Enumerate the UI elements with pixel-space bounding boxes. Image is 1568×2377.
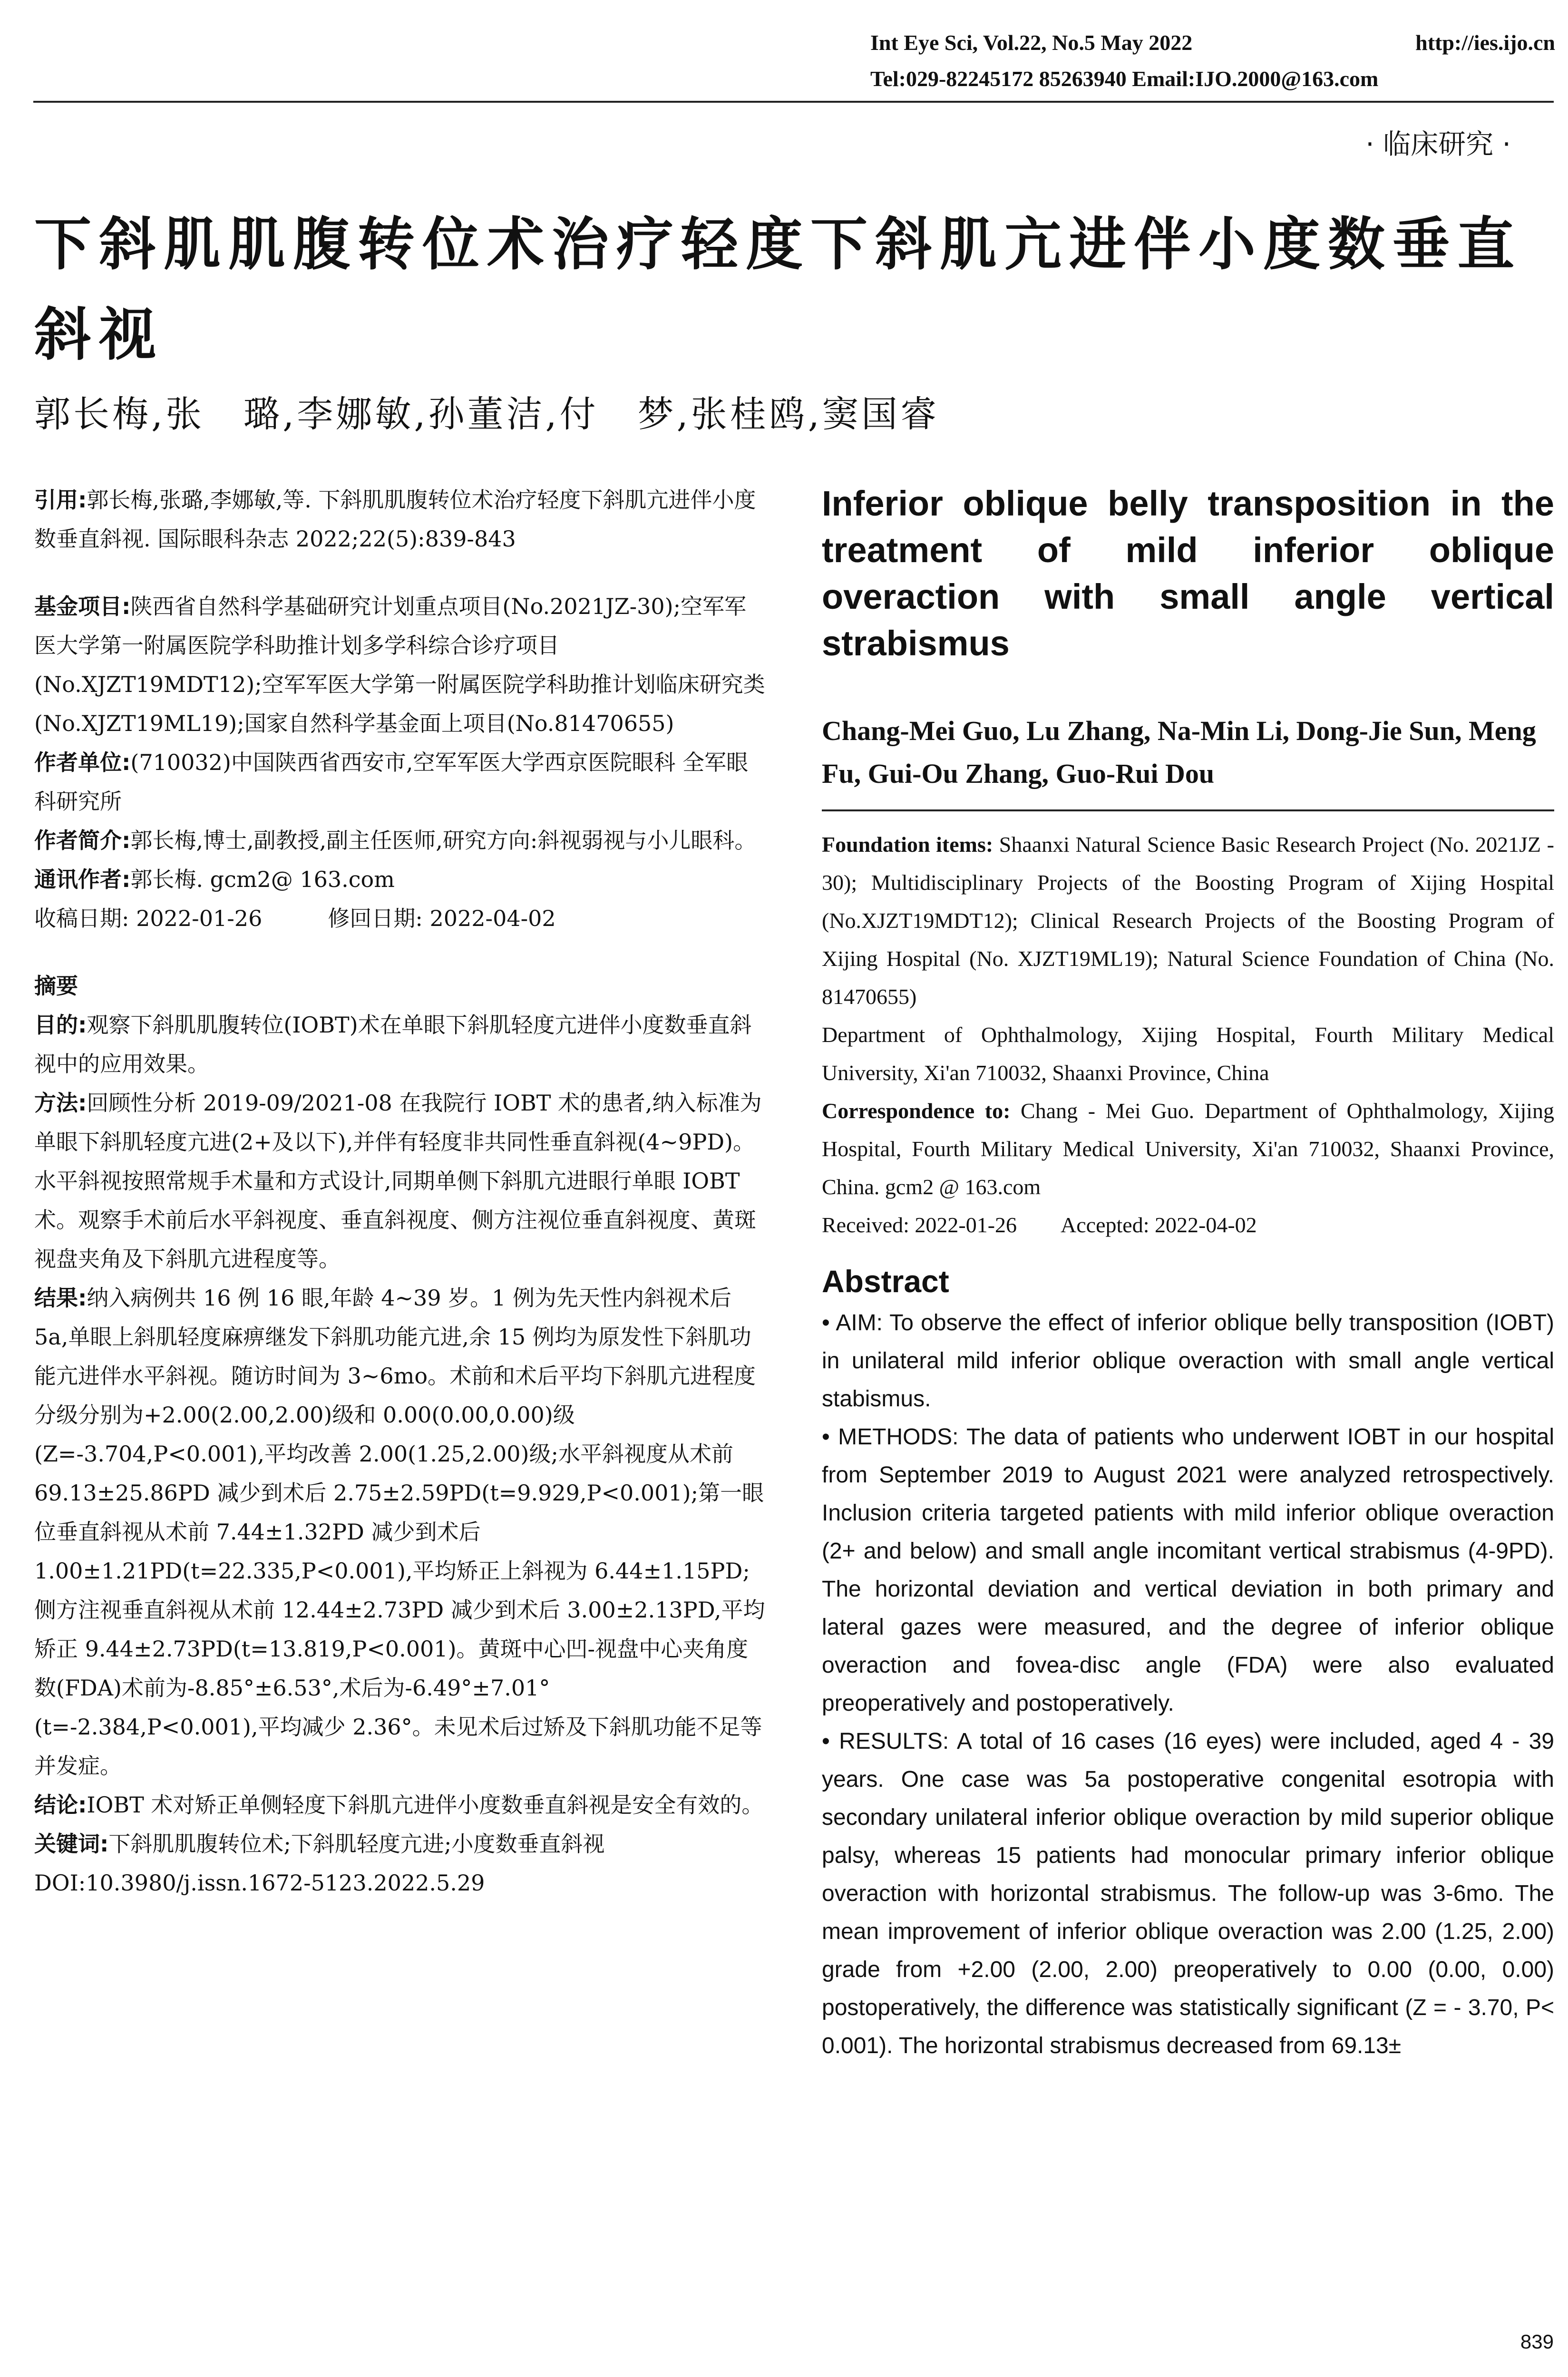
journal-url[interactable]: http://ies.ijo.cn	[1415, 30, 1555, 55]
header-rule	[33, 101, 1554, 103]
unit-text: (710032)中国陕西省西安市,空军军医大学西京医院眼科 全军眼科研究所	[34, 750, 749, 814]
english-abstract-column	[822, 480, 1554, 2065]
abstract-heading-en: Abstract	[822, 1264, 949, 1299]
english-dept: Department of Ophthalmology, Xijing Hospital, Fourth Military Medical University, Xi'an 710032, Shaanxi Province, China	[822, 1023, 1554, 1085]
english-title: Inferior oblique belly transposition in the treatment of mild inferior oblique overaction with small angle vertical strabismus	[822, 484, 1554, 663]
results-label: 结果:	[34, 1285, 87, 1311]
citation-label: 引用:	[34, 487, 87, 513]
abstract-heading-cn: 摘要	[34, 973, 78, 999]
journal-contact: Tel:029-82245172 85263940 Email:IJO.2000@163.com	[870, 67, 1379, 91]
aim-text: 观察下斜肌肌腹转位(IOBT)术在单眼下斜肌轻度亢进伴小度数垂直斜视中的应用效果。	[34, 1012, 752, 1077]
journal-citation: Int Eye Sci, Vol.22, No.5 May 2022	[870, 30, 1193, 55]
conclusion-block	[34, 1785, 767, 1824]
chinese-abstract-column	[34, 480, 767, 1902]
english-corr-block	[822, 1092, 1554, 1206]
english-methods: • METHODS: The data of patients who underwent IOBT in our hospital from September 2019 to August 2021 were analyzed retrospectively. Inclusion criteria targeted patients with mild inferior oblique overaction (2+ and below) and small angle incomitant vertical strabismus (4-9PD). The horizontal deviation and vertical deviation in both primary and lateral gazes were measured, and the degree of inferior oblique overaction and fovea-disc angle (FDA) were also evaluated preoperatively and postoperatively.	[822, 1424, 1554, 1716]
keywords-block	[34, 1824, 767, 1863]
english-dates: Received: 2022-01-26 Accepted: 2022-04-02	[822, 1213, 1257, 1237]
english-aim: • AIM: To observe the effect of inferior oblique belly transposition (IOBT) in unilateral mild inferior oblique overaction with small angle vertical stabismus.	[822, 1310, 1554, 1412]
fund-text: 陕西省自然科学基础研究计划重点项目(No.2021JZ-30);空军军医大学第一附属医院学科助推计划多学科综合诊疗项目(No.XJZT19MDT12);空军军医大学第一附属医院学科助推计划临床研究类(No.XJZT19ML19);国家自然科学基金面上项目(No.81470655)	[34, 594, 765, 736]
keywords-label: 关键词:	[34, 1831, 109, 1857]
doi[interactable]: DOI:10.3980/j.issn.1672-5123.2022.5.29	[34, 1870, 485, 1896]
corr-text: 郭长梅. gcm2@ 163.com	[130, 867, 395, 892]
conclusion-text: IOBT 术对矫正单侧轻度下斜肌亢进伴小度数垂直斜视是安全有效的。	[87, 1792, 764, 1818]
paper-title: 下斜肌肌腹转位术治疗轻度下斜肌亢进伴小度数垂直斜视	[34, 212, 1522, 368]
english-corr-label: Correspondence to:	[822, 1099, 1011, 1123]
citation-block	[34, 480, 767, 558]
fund-block	[34, 587, 767, 743]
page-number: 839	[1520, 2330, 1554, 2353]
methods-block	[34, 1083, 767, 1278]
conclusion-label: 结论:	[34, 1792, 87, 1818]
paper-authors: 郭长梅,张 璐,李娜敏,孙董洁,付 梦,张桂鸥,窦国睿	[34, 393, 939, 435]
english-results: • RESULTS: A total of 16 cases (16 eyes) were included, aged 4 - 39 years. One case was 5a postoperative congenital esotropia with secondary unilateral inferior oblique overaction by mild superior oblique palsy, whereas 15 patients had monocular primary inferior oblique overaction with horizontal strabismus. The follow-up was 3-6mo. The mean improvement of inferior oblique overaction was 2.00 (1.25, 2.00) grade from +2.00 (2.00, 2.00) preoperatively to 0.00 (0.00, 0.00) postoperatively, the difference was statistically significant (Z = - 3.70, P< 0.001). The horizontal strabismus decreased from 69.13±	[822, 1729, 1554, 2058]
methods-label: 方法:	[34, 1090, 87, 1116]
bio-label: 作者简介:	[34, 828, 131, 853]
section-tag: · 临床研究 ·	[1365, 128, 1511, 160]
corr-label: 通讯作者:	[34, 867, 131, 892]
methods-text: 回顾性分析 2019-09/2021-08 在我院行 IOBT 术的患者,纳入标准为单眼下斜肌轻度亢进(2+及以下),并伴有轻度非共同性垂直斜视(4~9PD)。水平斜视按照常规手术量和方式设计,同期单侧下斜肌亢进眼行单眼 IOBT 术。观察手术前后水平斜视度、垂直斜视度、侧方注视位垂直斜视度、黄斑视盘夹角及下斜肌亢进程度等。	[34, 1090, 762, 1272]
english-fund-text: Shaanxi Natural Science Basic Research Project (No. 2021JZ - 30); Multidisciplinary Projects of the Boosting Program of Xijing Hospital (No.XJZT19MDT12); Clinical Research Projects of the Boosting Program of Xijing Hospital (No. XJZT19ML19); Natural Science Foundation of China (No. 81470655)	[822, 832, 1554, 1009]
fund-label: 基金项目:	[34, 594, 131, 619]
corr-block	[34, 860, 767, 899]
english-authors: Chang-Mei Guo, Lu Zhang, Na-Min Li, Dong-Jie Sun, Meng Fu, Gui-Ou Zhang, Guo-Rui Dou	[822, 715, 1536, 789]
english-corr-text: Chang - Mei Guo. Department of Ophthalmology, Xijing Hospital, Fourth Military Medical University, Xi'an 710032, Shaanxi Province, China. gcm2 @ 163.com	[822, 1099, 1555, 1199]
results-block	[34, 1278, 767, 1785]
english-fund-label: Foundation items:	[822, 832, 993, 857]
unit-block	[34, 743, 767, 821]
aim-block	[34, 1005, 767, 1083]
citation-text: 郭长梅,张璐,李娜敏,等. 下斜肌肌腹转位术治疗轻度下斜肌亢进伴小度数垂直斜视. 国际眼科杂志 2022;22(5):839-843	[34, 487, 756, 552]
results-text: 纳入病例共 16 例 16 眼,年龄 4~39 岁。1 例为先天性内斜视术后 5a,单眼上斜肌轻度麻痹继发下斜肌功能亢进,余 15 例均为原发性下斜肌功能亢进伴水平斜视。随访时间为 3~6mo。术前和术后平均下斜肌亢进程度分级分别为+2.00(2.00,2.00)级和 0.00(0.00,0.00)级(Z=-3.704,P<0.001),平均改善 2.00(1.25,2.00)级;水平斜视度从术前 69.13±25.86PD 减少到术后 2.75±2.59PD(t=9.929,P<0.001);第一眼位垂直斜视从术前 7.44±1.32PD 减少到术后 1.00±1.21PD(t=22.335,P<0.001),平均矫正上斜视为 6.44±1.15PD;侧方注视垂直斜视从术前 12.44±2.73PD 减少到术后 3.00±2.13PD,平均矫正 9.44±2.73PD(t=13.819,P<0.001)。黄斑中心凹-视盘中心夹角度数(FDA)术前为-8.85°±6.53°,术后为-6.49°±7.01°(t=-2.384,P<0.001),平均减少 2.36°。未见术后过矫及下斜肌功能不足等并发症。	[34, 1285, 765, 1779]
dates-block: 收稿日期: 2022-01-26 修回日期: 2022-04-02	[34, 906, 556, 931]
journal-header	[870, 25, 1555, 97]
english-fund-block	[822, 826, 1554, 1016]
english-rule	[822, 809, 1554, 811]
keywords-text: 下斜肌肌腹转位术;下斜肌轻度亢进;小度数垂直斜视	[108, 1831, 605, 1857]
bio-text: 郭长梅,博士,副教授,副主任医师,研究方向:斜视弱视与小儿眼科。	[130, 828, 757, 853]
aim-label: 目的:	[34, 1012, 87, 1038]
english-meta	[822, 826, 1554, 1244]
unit-label: 作者单位:	[34, 750, 131, 775]
bio-block	[34, 821, 767, 860]
